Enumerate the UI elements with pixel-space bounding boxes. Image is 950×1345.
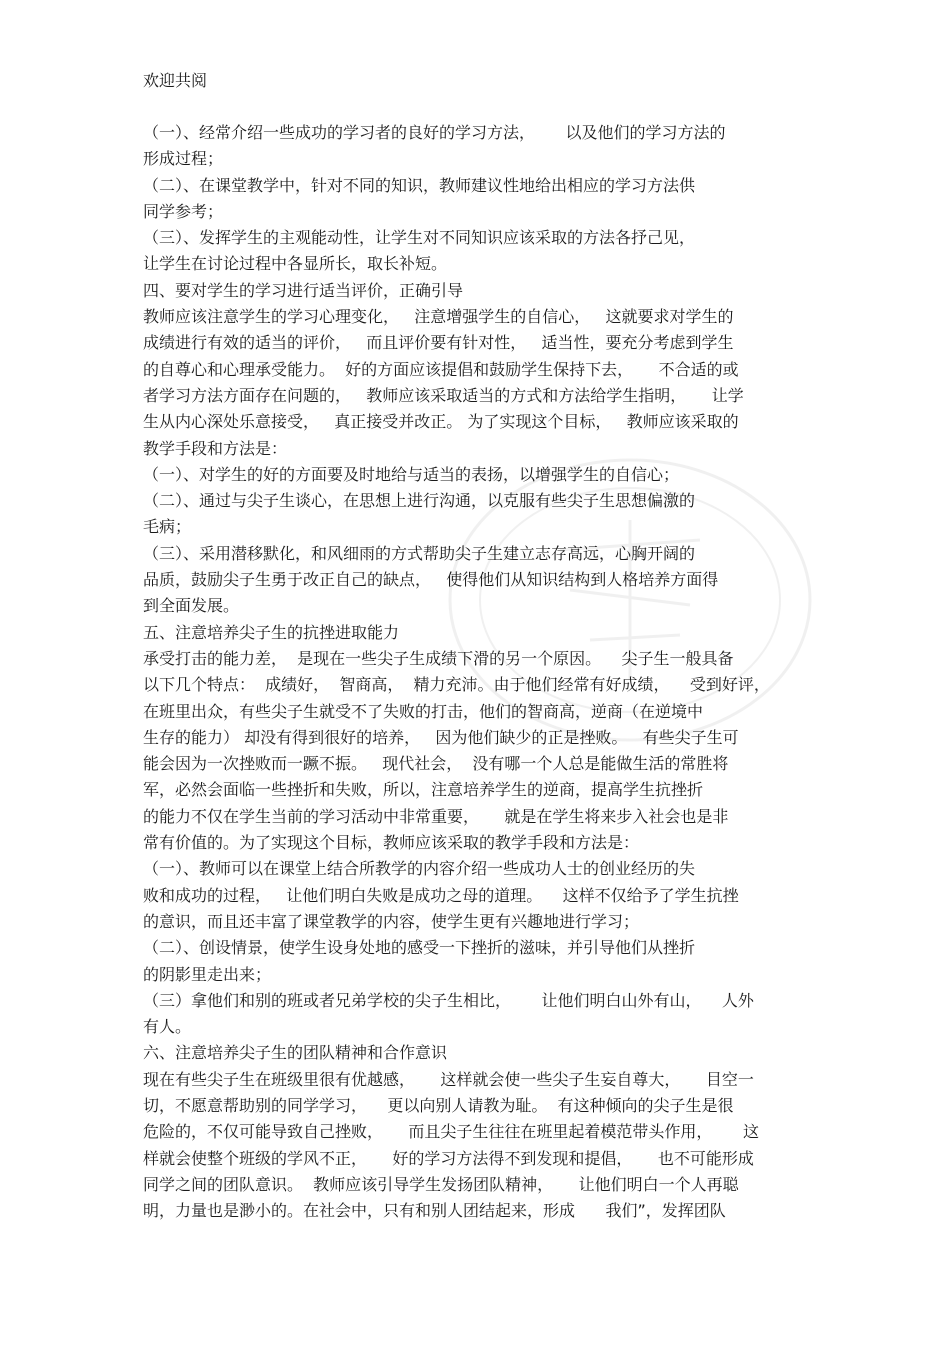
text-line: 同学参考；: [143, 201, 224, 221]
text-line: 能会因为一次挫败而一蹶不振。 现代社会， 没有哪一个人总是能做生活的常胜将: [143, 754, 729, 774]
text-line: 者学习方法方面存在问题的， 教师应该采取适当的方式和方法给学生指明， 让学: [143, 385, 744, 405]
text-line: 在班里出众，有些尖子生就受不了失败的打击，他们的智商高，逆商（在逆境中: [143, 701, 704, 721]
text-line: 到全面发展。: [143, 596, 240, 616]
text-line: （三）拿他们和别的班或者兄弟学校的尖子生相比， 让他们明白山外有山， 人外: [143, 990, 754, 1010]
text-line: 的阴影里走出来；: [143, 964, 272, 984]
text-line: 败和成功的过程， 让他们明白失败是成功之母的道理。 这样不仅给予了学生抗挫: [143, 885, 739, 905]
text-line: 毛病；: [143, 517, 192, 537]
text-line: 危险的，不仅可能导致自己挫败， 而且尖子生往往在班里起着模范带头作用， 这: [143, 1122, 759, 1142]
text-line: 形成过程；: [143, 149, 224, 169]
text-line: （二）、通过与尖子生谈心，在思想上进行沟通，以克服有些尖子生思想偏激的: [143, 491, 696, 511]
text-line: 切，不愿意帮助别的同学学习， 更以向别人请教为耻。 有这种倾向的尖子生是很: [143, 1095, 734, 1115]
text-line: （一）、教师可以在课堂上结合所教学的内容介绍一些成功人士的创业经历的失: [143, 859, 696, 879]
text-line: 以下几个特点： 成绩好， 智商高， 精力充沛。由于他们经常有好成绩， 受到好评，: [143, 675, 770, 695]
text-line: 常有价值的。为了实现这个目标，教师应该采取的教学手段和方法是：: [143, 833, 640, 853]
text-line: 成绩进行有效的适当的评价， 而且评价要有针对性， 适当性，要充分考虑到学生: [143, 333, 734, 353]
text-line: 明，力量也是渺小的。在社会中，只有和别人团结起来，形成 我们”，发挥团队: [143, 1201, 726, 1221]
text-line: 让学生在讨论过程中各显所长，取长补短。: [143, 254, 448, 274]
text-line: 样就会使整个班级的学风不正， 好的学习方法得不到发现和提倡， 也不可能形成: [143, 1148, 754, 1168]
text-line: 生存的能力） 却没有得到很好的培养， 因为他们缺少的正是挫败。 有些尖子生可: [143, 727, 739, 747]
text-line: 品质，鼓励尖子生勇于改正自己的缺点， 使得他们从知识结构到人格培养方面得: [143, 570, 719, 590]
text-line: 教学手段和方法是：: [143, 438, 288, 458]
text-line: 的自尊心和心理承受能力。 好的方面应该提倡和鼓励学生保持下去， 不合适的或: [143, 359, 739, 379]
text-line: （三）、发挥学生的主观能动性，让学生对不同知识应该采取的方法各抒己见，: [143, 228, 696, 248]
text-line: 的能力不仅在学生当前的学习活动中非常重要， 就是在学生将来步入社会也是非: [143, 806, 729, 826]
text-line: 承受打击的能力差， 是现在一些尖子生成绩下滑的另一个原因。 尖子生一般具备: [143, 648, 734, 668]
text-line: 现在有些尖子生在班级里很有优越感， 这样就会使一些尖子生妄自尊大， 目空一: [143, 1069, 754, 1089]
page-header: 欢迎共阅: [143, 71, 208, 90]
text-line: 四、要对学生的学习进行适当评价，正确引导: [143, 280, 464, 300]
text-line: （二）、在课堂教学中，针对不同的知识，教师建议性地给出相应的学习方法供: [143, 175, 696, 195]
text-line: （三）、采用潜移默化，和风细雨的方式帮助尖子生建立志存高远，心胸开阔的: [143, 543, 696, 563]
text-line: 生从内心深处乐意接受， 真正接受并改正。 为了实现这个目标， 教师应该采取的: [143, 412, 739, 432]
text-line: 有人。: [143, 1017, 192, 1037]
text-line: 军，必然会面临一些挫折和失败，所以，注意培养学生的逆商，提高学生抗挫折: [143, 780, 704, 800]
body-text: [143, 120, 808, 1224]
text-line: 同学之间的团队意识。 教师应该引导学生发扬团队精神， 让他们明白一个人再聪: [143, 1174, 739, 1194]
text-line: 教师应该注意学生的学习心理变化， 注意增强学生的自信心， 这就要求对学生的: [143, 307, 734, 327]
text-line: 六、注意培养尖子生的团队精神和合作意识: [143, 1043, 448, 1063]
text-line: 五、注意培养尖子生的抗挫进取能力: [143, 622, 400, 642]
text-line: （二）、创设情景，使学生设身处地的感受一下挫折的滋味，并引导他们从挫折: [143, 938, 696, 958]
text-line: （一）、对学生的好的方面要及时地给与适当的表扬，以增强学生的自信心；: [143, 464, 680, 484]
text-line: 的意识，而且还丰富了课堂教学的内容，使学生更有兴趣地进行学习；: [143, 911, 640, 931]
text-line: （一）、经常介绍一些成功的学习者的良好的学习方法， 以及他们的学习方法的: [143, 123, 726, 142]
